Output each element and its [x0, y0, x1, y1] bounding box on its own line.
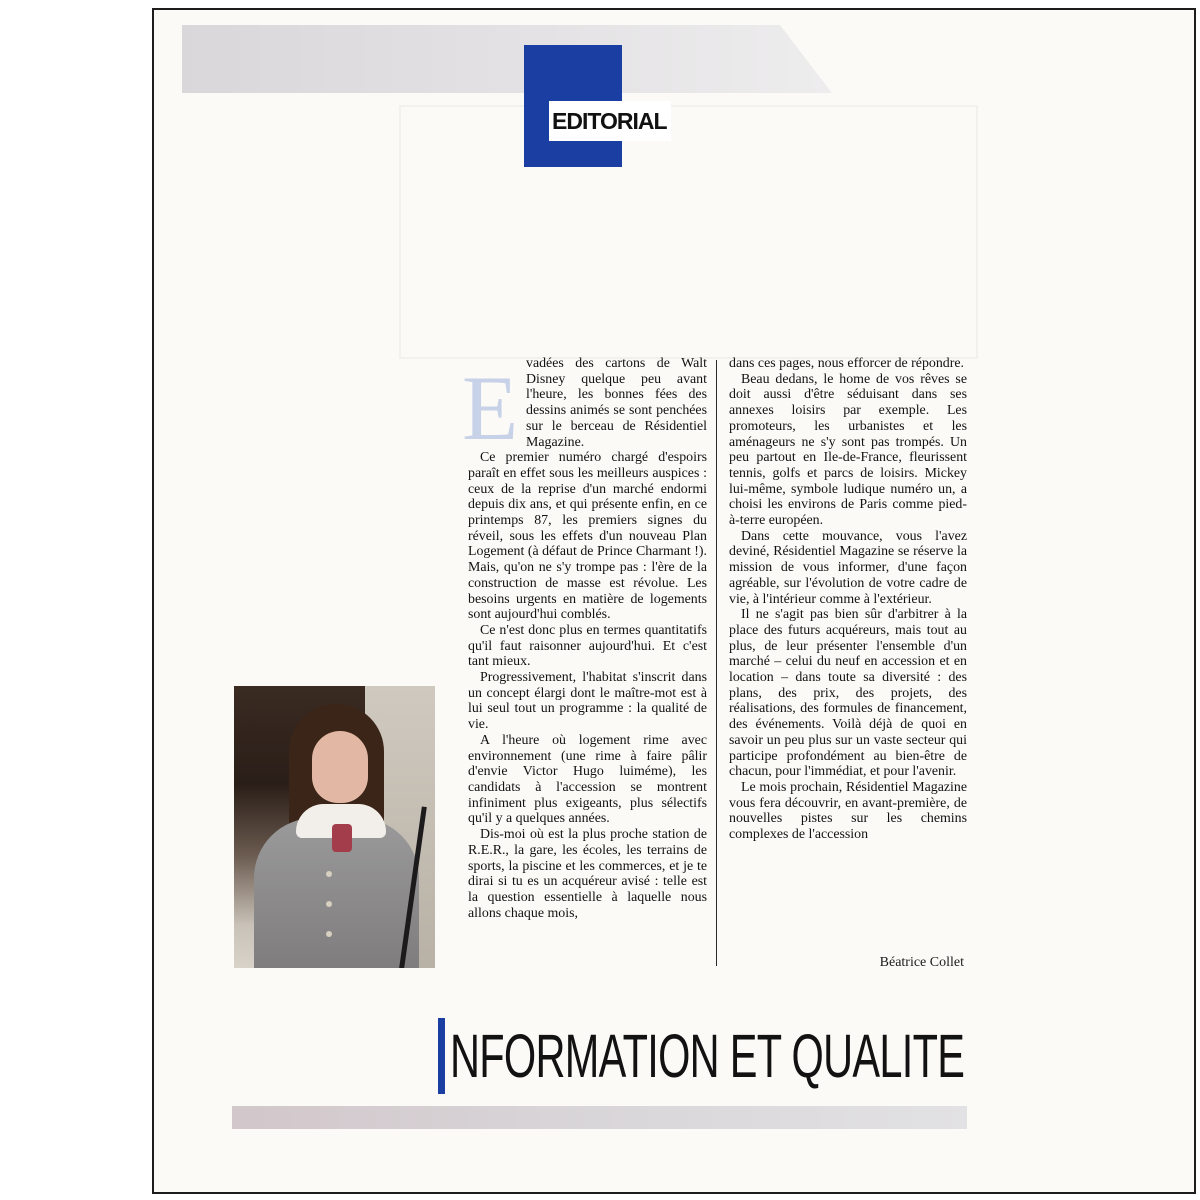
top-grey-band	[182, 25, 832, 93]
bottom-grey-band	[232, 1106, 967, 1129]
paragraph: Ce n'est donc plus en termes quantitatifs qu'il faut raisonner aujourd'hui. Et c'est tant mieux.	[468, 622, 707, 670]
paragraph: Ce premier numéro chargé d'espoirs paraît en effet sous les meilleurs auspices : ceux de la reprise d'un marché endormi depuis dix ans, et qui présente enfin, en ce printemps 87, les premiers signes du réveil, sous les effets d'un nouveau Plan Logement (à défaut de Prince Charmant !). Mais, qu'on ne s'y trompe pas : l'ère de la construction de masse est révolue. Les besoins urgents en matière de logements sont aujourd'hui comblés.	[468, 450, 707, 623]
magazine-page	[152, 8, 1196, 1194]
section-label: EDITORIAL	[549, 101, 671, 141]
portrait-photo	[234, 686, 435, 968]
paragraph: Progressivement, l'habitat s'inscrit dans un concept élargi dont le maître-mot est à lui seul tout un programme : la qualité de vie.	[468, 670, 707, 733]
paragraph: Dans cette mouvance, vous l'avez deviné, Résidentiel Magazine se réserve la mission de vous informer, d'une façon agréable, sur l'évolution de votre cadre de vie, à l'intérieur comme à l'extérieur.	[729, 528, 967, 607]
paragraph: Le mois prochain, Résidentiel Magazine vous fera découvrir, en avant-première, de nouvelles pistes sur les chemins complexes de l'accession	[729, 779, 967, 843]
column-divider	[716, 360, 717, 966]
drop-cap: E	[462, 357, 519, 459]
paragraph: vadées des cartons de Walt Disney quelque peu avant l'heure, les bonnes fées des dessins animés se sont penchées sur le berceau de Résidentiel Magazine.	[526, 356, 707, 450]
headline-accent-bar	[438, 1018, 445, 1094]
paragraph: dans ces pages, nous efforcer de répondre.	[729, 356, 965, 371]
photo-face	[312, 731, 368, 803]
photo-scarf	[332, 824, 352, 852]
paragraph: Dis-moi où est la plus proche station de R.E.R., la gare, les écoles, les terrains de sports, la piscine et les commerces, et je te dirai si tu es un acquéreur avisé : telle est la question essentielle à laquelle nous allons chaque mois,	[468, 827, 707, 921]
paragraph: Beau dedans, le home de vos rêves se doit aussi d'être séduisant dans ses annexes loisirs par exemple. Les promoteurs, les urbanistes et les aménageurs ne s'y sont pas trompés. Un peu partout en Ile-de-France, fleurissent tennis, golfs et parcs de loisirs. Mickey lui-même, symbole ludique numéro un, a choisi les environs de Paris comme pied-à-terre européen.	[729, 371, 967, 529]
photo-button	[326, 931, 332, 937]
author-signature: Béatrice Collet	[879, 955, 964, 970]
paragraph: Il ne s'agit pas bien sûr d'arbitrer à la place des futurs acquéreurs, mais tout au plus, de leur présenter l'ensemble d'un marché – celui du neuf en accession et en location – dans toute sa diversité : des plans, des prix, des projets, des réalisations, des formules de financement, des événements. Voilà déjà de quoi en savoir un peu plus sur un vaste secteur qui participe profondément au bien-être de chacun, pour l'immédiat, et pour l'avenir.	[729, 607, 967, 780]
headline-text: NFORMATION ET QUALITE	[450, 1022, 965, 1090]
article-column-1	[468, 356, 707, 921]
article-column-2	[729, 356, 967, 843]
photo-button	[326, 871, 332, 877]
photo-button	[326, 901, 332, 907]
paragraph: A l'heure où logement rime avec environnement (une rime à faire pâlir d'envie Victor Hugo luiméme), les candidats à l'accession se montrent infiniment plus exigeants, plus sélectifs qu'il y a quelques années.	[468, 732, 707, 827]
background-show-through	[399, 105, 978, 359]
headline	[438, 1016, 1196, 1096]
